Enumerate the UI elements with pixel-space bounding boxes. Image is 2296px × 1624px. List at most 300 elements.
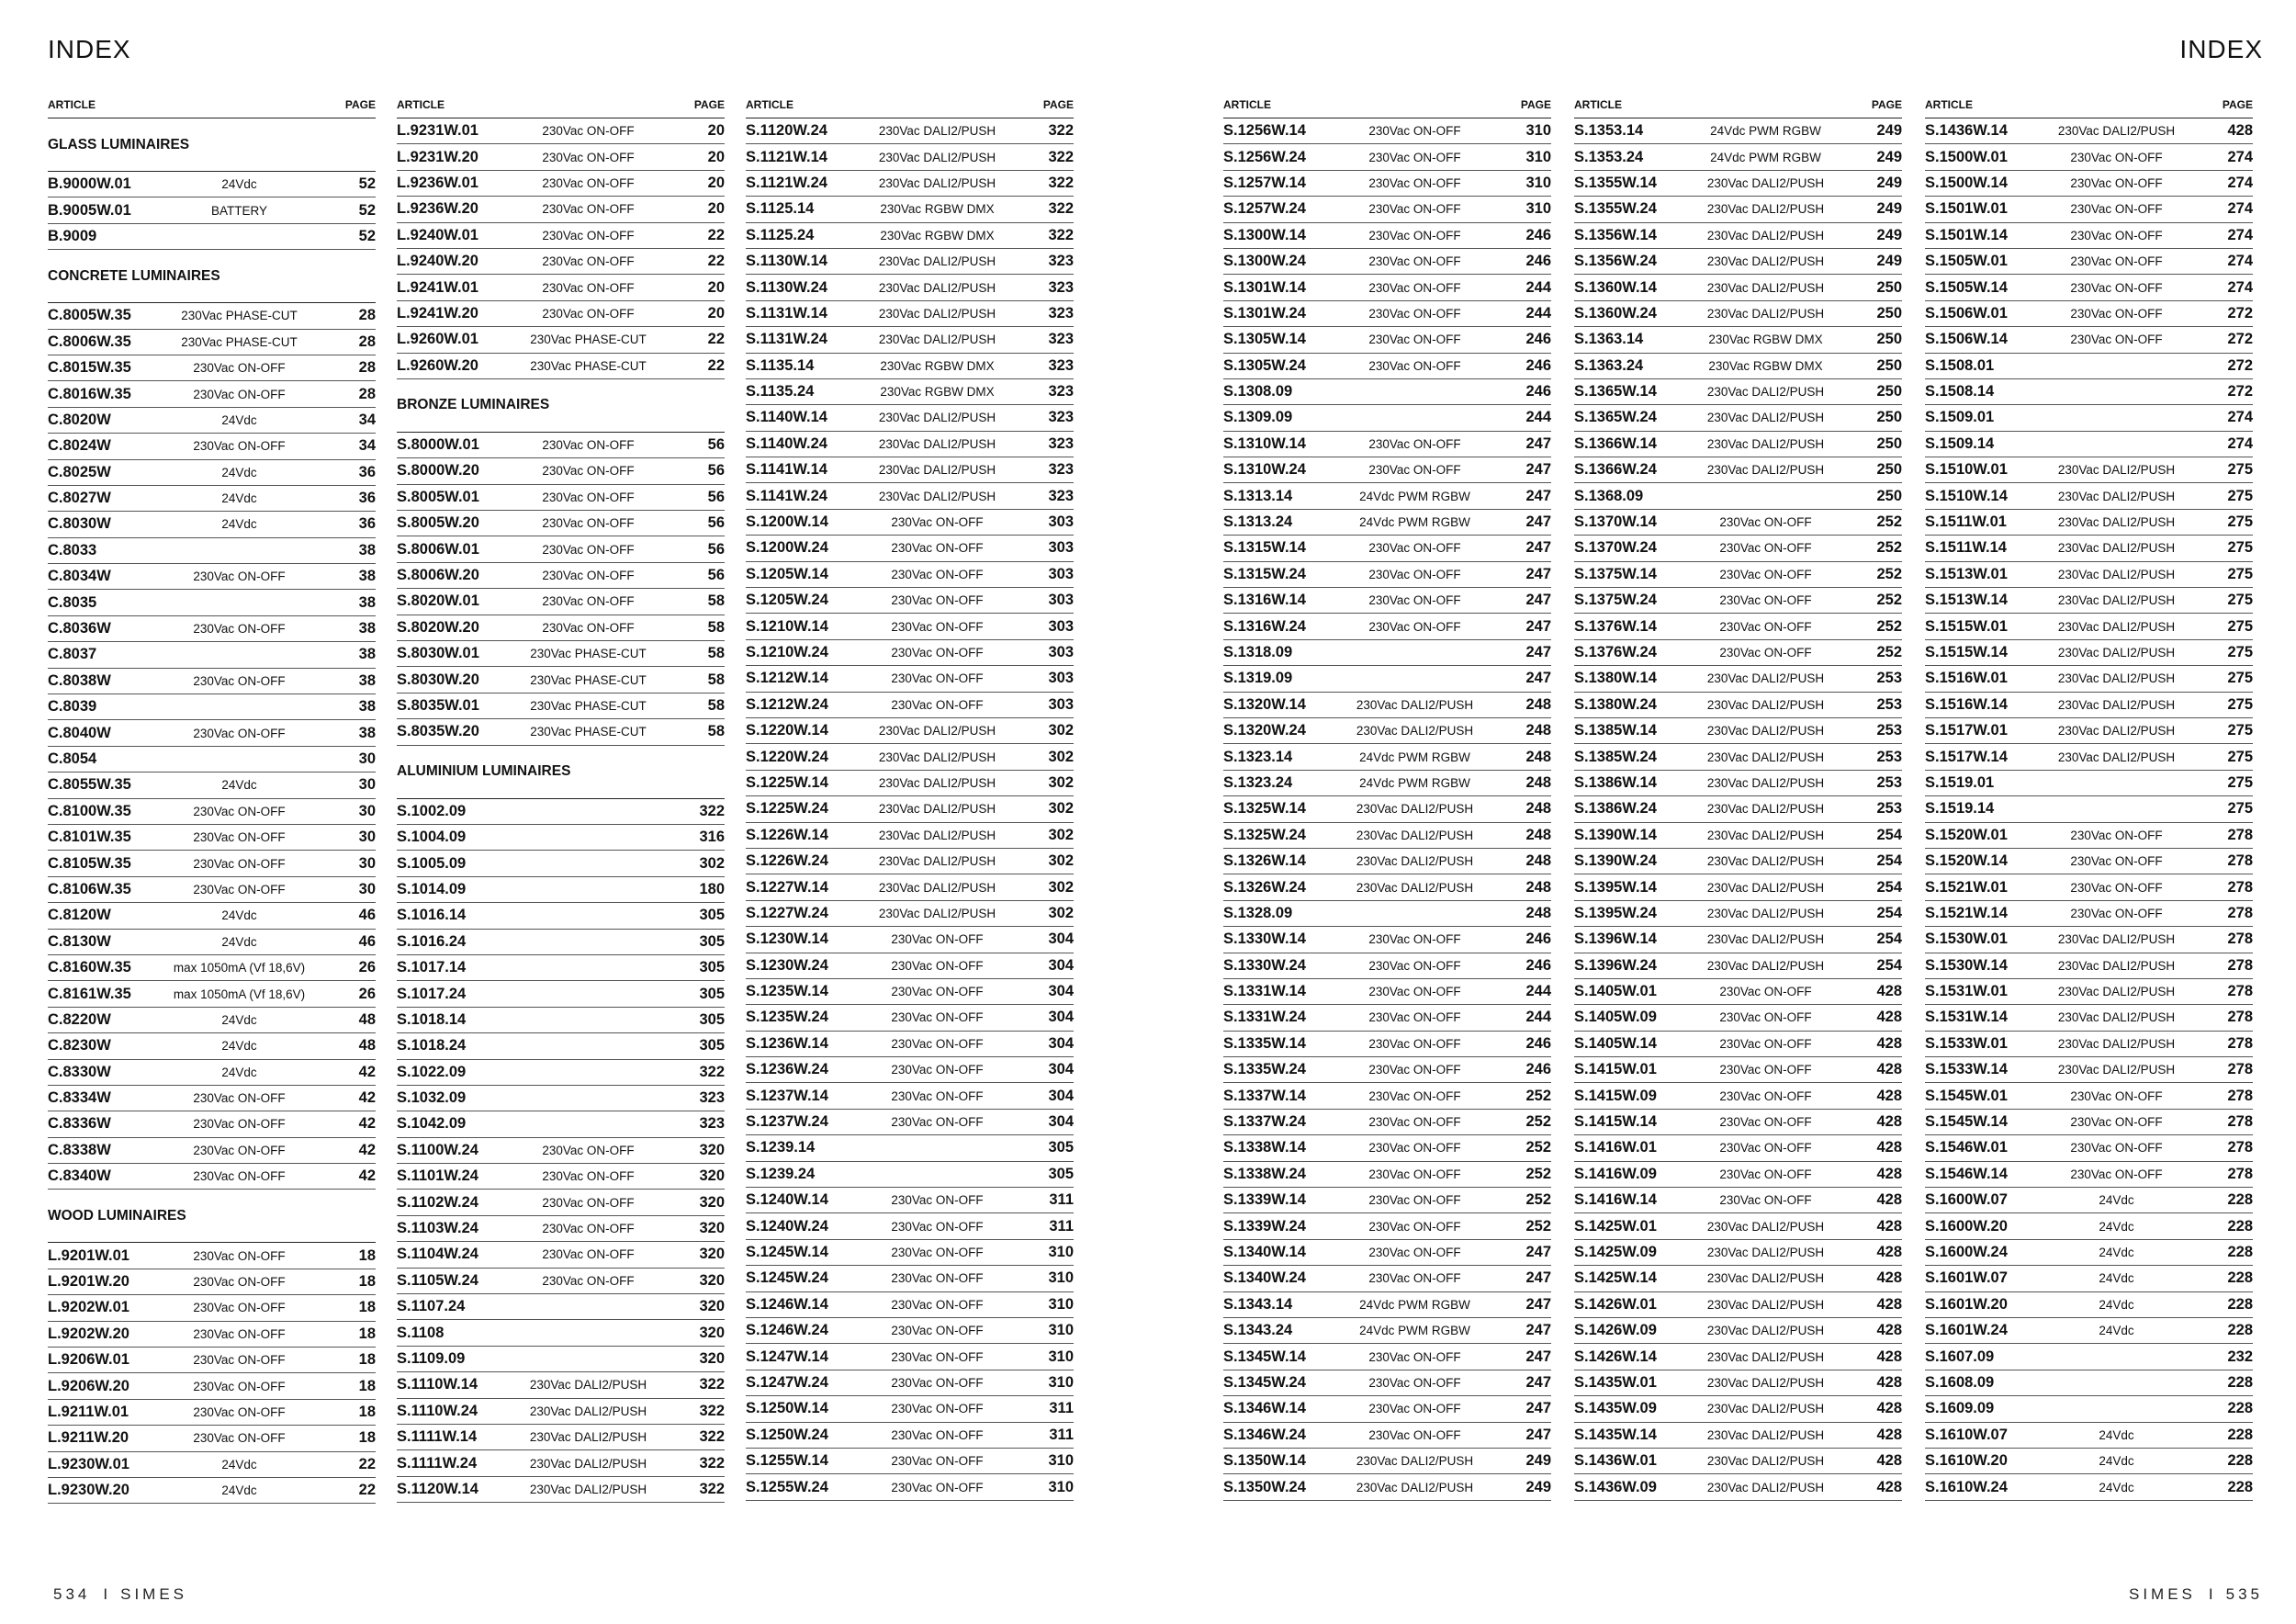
power-spec: 230Vac DALI2/PUSH — [1706, 828, 1825, 842]
table-row — [1925, 901, 2253, 927]
power-spec: 230Vac DALI2/PUSH — [2057, 619, 2176, 634]
table-row — [1925, 510, 2253, 536]
page-ref: 42 — [358, 1141, 376, 1158]
table-row — [1223, 927, 1551, 953]
power-spec: 230Vac ON-OFF — [1368, 333, 1461, 347]
page-ref: 247 — [1525, 487, 1551, 504]
article-code: L.9202W.20 — [48, 1325, 129, 1342]
table-row — [1574, 1474, 1902, 1500]
power-spec: 230Vac DALI2/PUSH — [1706, 1480, 1825, 1494]
page-ref: 228 — [2227, 1243, 2253, 1260]
page-ref: 275 — [2227, 539, 2253, 557]
power-spec: 230Vac DALI2/PUSH — [1706, 175, 1825, 190]
page-ref: 311 — [1049, 1400, 1074, 1417]
table-row — [48, 851, 376, 876]
table-row — [1925, 275, 2253, 300]
page-ref: 320 — [699, 1324, 725, 1341]
article-code: S.1435W.14 — [1574, 1426, 1657, 1443]
table-row — [1925, 979, 2253, 1005]
article-code: C.8101W.35 — [48, 829, 131, 846]
article-code: L.9241W.01 — [397, 278, 478, 296]
table-row — [1574, 223, 1902, 249]
table-row — [746, 771, 1074, 796]
table-row — [1925, 796, 2253, 822]
page-ref: 278 — [2227, 930, 2253, 948]
power-spec: 230Vac ON-OFF — [2070, 306, 2163, 321]
article-code: S.1250W.24 — [746, 1426, 828, 1443]
power-spec: 230Vac ON-OFF — [2070, 150, 2163, 164]
article-code: S.1353.24 — [1574, 148, 1644, 165]
page-ref: 249 — [1525, 1452, 1551, 1470]
page-ref: 247 — [1525, 1269, 1551, 1287]
page-ref: 250 — [1876, 434, 1902, 452]
article-code: S.1256W.14 — [1223, 122, 1306, 140]
table-row — [1223, 693, 1551, 718]
power-spec: 230Vac DALI2/PUSH — [878, 802, 996, 817]
page-ref: 246 — [1525, 383, 1551, 400]
power-spec: 230Vac ON-OFF — [2070, 854, 2163, 869]
page-header: PAGE — [1871, 98, 1902, 111]
table-row — [48, 1243, 376, 1269]
article-code: S.1335W.24 — [1223, 1061, 1306, 1078]
table-row — [397, 903, 725, 929]
table-row — [1574, 1292, 1902, 1318]
power-spec: 230Vac ON-OFF — [1719, 1115, 1812, 1130]
article-code: L.9241W.20 — [397, 304, 478, 321]
article-code: S.1425W.01 — [1574, 1217, 1657, 1235]
power-spec: 230Vac DALI2/PUSH — [878, 724, 996, 739]
page-ref: 254 — [1876, 826, 1902, 843]
page-ref: 30 — [358, 854, 376, 872]
table-row — [1223, 953, 1551, 979]
article-header: ARTICLE — [1223, 98, 1271, 111]
page-ref: 310 — [1525, 122, 1551, 140]
table-row — [1223, 1005, 1551, 1031]
article-code: S.1042.09 — [397, 1115, 467, 1133]
page-ref: 305 — [699, 1037, 725, 1054]
page-ref: 304 — [1048, 1113, 1074, 1131]
article-code: S.1505W.14 — [1925, 278, 2008, 296]
power-spec: 230Vac DALI2/PUSH — [529, 1456, 647, 1471]
page-ref: 274 — [2227, 200, 2253, 218]
power-spec: 24Vdc — [221, 517, 257, 532]
article-code: L.9240W.20 — [397, 253, 478, 270]
page-ref: 322 — [699, 1063, 725, 1080]
article-code: S.1530W.01 — [1925, 930, 2008, 948]
table-row — [746, 223, 1074, 249]
table-row — [48, 1111, 376, 1137]
power-spec: 230Vac ON-OFF — [542, 254, 635, 269]
article-code: L.9231W.20 — [397, 148, 478, 165]
article-code: S.1385W.14 — [1574, 722, 1657, 739]
table-row — [397, 799, 725, 825]
article-code: S.1319.09 — [1223, 670, 1293, 687]
power-spec: 230Vac DALI2/PUSH — [1706, 1375, 1825, 1390]
power-spec: 230Vac ON-OFF — [891, 1349, 984, 1364]
page-ref: 323 — [699, 1115, 725, 1133]
article-code: S.1339W.24 — [1223, 1217, 1306, 1235]
page-ref: 248 — [1525, 800, 1551, 818]
page-ref: 18 — [358, 1246, 376, 1264]
power-spec: 230Vac DALI2/PUSH — [2057, 750, 2176, 764]
page-ref: 275 — [2227, 722, 2253, 739]
table-row — [1223, 744, 1551, 770]
article-code: S.1501W.01 — [1925, 200, 2008, 218]
article-code: S.1121W.14 — [746, 148, 827, 165]
power-spec: 230Vac ON-OFF — [1368, 593, 1461, 608]
article-code: S.1257W.24 — [1223, 200, 1306, 218]
page-ref: 249 — [1876, 122, 1902, 140]
page-ref: 20 — [707, 278, 725, 296]
column-header — [746, 92, 1074, 118]
page-ref: 38 — [358, 646, 376, 663]
power-spec: 24Vdc — [2099, 1245, 2134, 1259]
page-ref: 246 — [1525, 253, 1551, 270]
power-spec: 230Vac DALI2/PUSH — [1706, 671, 1825, 686]
power-spec: 230Vac DALI2/PUSH — [878, 463, 996, 478]
page-ref: 304 — [1048, 1034, 1074, 1052]
article-code: S.1236W.24 — [746, 1061, 828, 1078]
table-row — [397, 563, 725, 589]
article-code: S.1200W.24 — [746, 539, 828, 557]
page-ref: 20 — [707, 304, 725, 321]
power-spec: 230Vac ON-OFF — [193, 1301, 286, 1315]
page-ref: 275 — [2227, 695, 2253, 713]
article-code: S.1016.14 — [397, 907, 467, 924]
page-ref: 302 — [1048, 773, 1074, 791]
table-row — [1223, 1110, 1551, 1135]
table-row — [746, 510, 1074, 536]
article-code: S.1546W.01 — [1925, 1139, 2008, 1156]
page-ref: 247 — [1525, 539, 1551, 557]
table-row — [1925, 849, 2253, 874]
page-ref: 28 — [358, 333, 376, 350]
table-row — [397, 275, 725, 300]
table-row — [397, 1450, 725, 1476]
table-row — [48, 330, 376, 355]
page-ref: 303 — [1048, 539, 1074, 557]
page-ref: 305 — [699, 907, 725, 924]
power-spec: 230Vac ON-OFF — [193, 804, 286, 818]
section-heading: BRONZE LUMINAIRES — [397, 379, 725, 433]
table-row — [397, 719, 725, 745]
page-ref: 228 — [2227, 1269, 2253, 1287]
page-ref: 428 — [1876, 1348, 1902, 1365]
article-code: S.1396W.14 — [1574, 930, 1657, 948]
table-row — [1223, 1292, 1551, 1318]
article-code: S.1104W.24 — [397, 1246, 478, 1263]
page-ref: 18 — [358, 1299, 376, 1316]
article-code: S.1416W.01 — [1574, 1139, 1657, 1156]
article-code: S.1103W.24 — [397, 1220, 478, 1237]
table-row — [1925, 1110, 2253, 1135]
article-code: S.1246W.24 — [746, 1322, 828, 1339]
page-ref: 305 — [699, 985, 725, 1002]
index-column-1 — [48, 92, 376, 1504]
article-code: S.1002.09 — [397, 802, 467, 819]
page-ref: 247 — [1525, 1243, 1551, 1260]
table-row — [746, 483, 1074, 509]
table-row — [48, 825, 376, 851]
table-row — [1223, 1083, 1551, 1109]
article-code: S.1405W.09 — [1574, 1009, 1657, 1026]
table-row — [397, 1320, 725, 1346]
table-row — [1223, 118, 1551, 144]
table-row — [1223, 666, 1551, 692]
article-code: S.1337W.14 — [1223, 1087, 1306, 1104]
page-ref: 30 — [358, 802, 376, 819]
page-ref: 322 — [1048, 148, 1074, 165]
article-code: S.1390W.24 — [1574, 852, 1657, 870]
power-spec: 24Vdc PWM RGBW — [1359, 1297, 1470, 1312]
power-spec: 230Vac DALI2/PUSH — [1706, 385, 1825, 400]
page-ref: 320 — [699, 1349, 725, 1367]
page-ref: 246 — [1525, 1061, 1551, 1078]
article-code: S.1135.14 — [746, 356, 815, 374]
table-row — [1925, 1318, 2253, 1344]
article-code: S.1316W.14 — [1223, 592, 1306, 609]
article-code: S.1436W.09 — [1574, 1478, 1657, 1495]
article-code: S.1435W.01 — [1574, 1373, 1657, 1391]
article-code: S.1521W.14 — [1925, 904, 2008, 921]
article-code: C.8161W.35 — [48, 985, 131, 1002]
page-ref: 56 — [707, 514, 725, 532]
table-row — [397, 667, 725, 693]
power-spec: 230Vac ON-OFF — [1368, 958, 1461, 973]
page-ref: 254 — [1876, 904, 1902, 921]
power-spec: 230Vac DALI2/PUSH — [1356, 880, 1474, 895]
article-code: S.1105W.24 — [397, 1271, 478, 1289]
page-ref: 30 — [358, 750, 376, 767]
table-row — [746, 1292, 1074, 1318]
page-ref: 18 — [358, 1351, 376, 1369]
article-code: S.1246W.14 — [746, 1295, 828, 1313]
table-row — [746, 666, 1074, 692]
table-row — [746, 1057, 1074, 1083]
table-row — [1925, 614, 2253, 639]
power-spec: 230Vac ON-OFF — [542, 542, 635, 557]
page-ref: 428 — [1876, 1087, 1902, 1104]
table-row — [1223, 249, 1551, 275]
article-code: C.8020W — [48, 411, 111, 428]
table-row — [1574, 118, 1902, 144]
article-code: S.1017.14 — [397, 959, 467, 976]
article-code: S.1405W.01 — [1574, 983, 1657, 1000]
article-code: S.1545W.14 — [1925, 1113, 2008, 1131]
power-spec: 230Vac ON-OFF — [542, 490, 635, 504]
table-row — [48, 799, 376, 825]
power-spec: 230Vac PHASE-CUT — [530, 358, 647, 373]
power-spec: 24Vdc PWM RGBW — [1710, 124, 1821, 139]
article-code: C.8027W — [48, 490, 111, 507]
page-ref: 274 — [2227, 253, 2253, 270]
article-code: S.1310W.24 — [1223, 461, 1306, 479]
table-row — [1574, 874, 1902, 900]
page-ref: 254 — [1876, 878, 1902, 896]
article-code: S.1350W.14 — [1223, 1452, 1306, 1470]
power-spec: 230Vac DALI2/PUSH — [878, 854, 996, 869]
article-code: S.1235W.14 — [746, 983, 828, 1000]
article-code: S.1323.24 — [1223, 773, 1293, 791]
table-row — [397, 118, 725, 144]
table-row — [397, 1242, 725, 1268]
article-code: S.1239.14 — [746, 1139, 816, 1156]
power-spec: 230Vac ON-OFF — [1719, 567, 1812, 581]
table-row — [397, 641, 725, 667]
article-code: S.1356W.14 — [1574, 226, 1657, 243]
page-ref: 28 — [358, 307, 376, 324]
power-spec: 230Vac DALI2/PUSH — [2057, 124, 2176, 139]
article-code: L.9230W.01 — [48, 1455, 129, 1472]
article-code: S.1343.14 — [1223, 1295, 1293, 1313]
table-row — [1574, 1370, 1902, 1396]
table-row — [1925, 874, 2253, 900]
page-ref: 275 — [2227, 617, 2253, 635]
article-code: S.8035W.20 — [397, 723, 479, 740]
power-spec: 230Vac ON-OFF — [2070, 175, 2163, 190]
power-spec: 230Vac ON-OFF — [891, 1427, 984, 1442]
table-row — [48, 1400, 376, 1426]
power-spec: BATTERY — [210, 203, 267, 218]
power-spec: 230Vac DALI2/PUSH — [1706, 280, 1825, 295]
power-spec: 230Vac ON-OFF — [542, 569, 635, 583]
page-ref: 228 — [2227, 1478, 2253, 1495]
power-spec: 230Vac ON-OFF — [2070, 906, 2163, 920]
table-row — [397, 485, 725, 511]
power-spec: 230Vac DALI2/PUSH — [878, 489, 996, 503]
power-spec: 230Vac PHASE-CUT — [530, 647, 647, 661]
power-spec: 230Vac ON-OFF — [2070, 202, 2163, 217]
page-ref: 320 — [699, 1220, 725, 1237]
article-code: C.8040W — [48, 724, 111, 741]
table-row — [746, 901, 1074, 927]
power-spec: 230Vac ON-OFF — [1368, 436, 1461, 451]
article-code: S.1501W.14 — [1925, 226, 2008, 243]
power-spec: 230Vac ON-OFF — [891, 671, 984, 686]
table-row — [48, 381, 376, 407]
power-spec: 230Vac DALI2/PUSH — [1706, 724, 1825, 739]
table-row — [746, 1213, 1074, 1239]
table-row — [1925, 432, 2253, 457]
article-code: S.1607.09 — [1925, 1348, 1995, 1365]
table-row — [1223, 1213, 1551, 1239]
power-spec: 230Vac DALI2/PUSH — [529, 1430, 647, 1445]
power-spec: 230Vac ON-OFF — [542, 620, 635, 635]
table-row — [746, 718, 1074, 744]
power-spec: 230Vac ON-OFF — [542, 124, 635, 139]
power-spec: 230Vac ON-OFF — [1368, 619, 1461, 634]
table-row — [746, 1474, 1074, 1500]
page-ref: 428 — [1876, 1191, 1902, 1209]
table-row — [1925, 457, 2253, 483]
page-ref: 303 — [1048, 565, 1074, 582]
article-code: S.1300W.24 — [1223, 253, 1306, 270]
power-spec: 230Vac DALI2/PUSH — [1706, 802, 1825, 817]
page-ref: 428 — [1876, 983, 1902, 1000]
power-spec: 230Vac DALI2/PUSH — [1706, 1454, 1825, 1469]
page-ref: 228 — [2227, 1295, 2253, 1313]
page-ref: 316 — [699, 829, 725, 846]
page-ref: 303 — [1048, 644, 1074, 660]
page-ref: 302 — [699, 854, 725, 872]
page-ref: 58 — [707, 645, 725, 662]
article-code: S.1516W.14 — [1925, 695, 2008, 713]
page-ref: 22 — [707, 356, 725, 374]
table-row — [1223, 1396, 1551, 1422]
page-header: PAGE — [2222, 98, 2253, 111]
brand-name: SIMES — [120, 1585, 188, 1603]
power-spec: 230Vac ON-OFF — [1368, 1141, 1461, 1156]
page-ref: 320 — [699, 1167, 725, 1185]
table-row — [1574, 1135, 1902, 1161]
page-ref: 247 — [1525, 592, 1551, 609]
power-spec: 230Vac ON-OFF — [1719, 1167, 1812, 1181]
power-spec: 230Vac DALI2/PUSH — [2057, 463, 2176, 478]
article-code: C.8106W.35 — [48, 880, 131, 897]
page-ref: 305 — [699, 932, 725, 950]
table-row — [746, 979, 1074, 1005]
table-row — [746, 1110, 1074, 1135]
power-spec: 230Vac DALI2/PUSH — [1706, 254, 1825, 269]
table-row — [1574, 1213, 1902, 1239]
article-code: S.1376W.14 — [1574, 617, 1657, 635]
page-ref: 248 — [1525, 773, 1551, 791]
article-code: S.1111W.24 — [397, 1454, 478, 1472]
table-row — [397, 981, 725, 1007]
page-ref: 428 — [1876, 1478, 1902, 1495]
power-spec: 230Vac ON-OFF — [891, 1402, 984, 1416]
page-ref: 322 — [699, 1480, 725, 1497]
table-row — [1925, 536, 2253, 561]
power-spec: 24Vdc PWM RGBW — [1359, 515, 1470, 530]
page-ref: 274 — [2227, 148, 2253, 165]
page-ref: 249 — [1876, 226, 1902, 243]
page-ref: 322 — [699, 802, 725, 819]
power-spec: 230Vac ON-OFF — [193, 1431, 286, 1446]
table-row — [1223, 536, 1551, 561]
article-code: S.8020W.01 — [397, 592, 479, 610]
article-code: S.1386W.14 — [1574, 773, 1657, 791]
page-ref: 310 — [1048, 1478, 1074, 1495]
page-ref: 56 — [707, 488, 725, 505]
article-code: S.8006W.01 — [397, 540, 479, 558]
article-code: S.1255W.14 — [746, 1452, 828, 1470]
page-ref: 428 — [1876, 1373, 1902, 1391]
page-ref: 322 — [699, 1428, 725, 1446]
page-ref: 18 — [358, 1273, 376, 1291]
power-spec: 24Vdc — [2099, 1271, 2134, 1286]
page-ref: 244 — [1525, 409, 1551, 426]
power-spec: 230Vac ON-OFF — [193, 1404, 286, 1419]
page-ref: 303 — [1048, 513, 1074, 531]
page-ref: 30 — [358, 829, 376, 846]
page-ref: 302 — [1048, 800, 1074, 818]
page-ref: 322 — [1048, 226, 1074, 243]
table-row — [1223, 562, 1551, 588]
article-code: C.8033 — [48, 541, 97, 558]
table-row — [397, 1033, 725, 1059]
power-spec: 230Vac ON-OFF — [891, 593, 984, 608]
page-ref: 252 — [1525, 1113, 1551, 1131]
article-code: S.1310W.14 — [1223, 434, 1306, 452]
power-spec: 230Vac PHASE-CUT — [530, 699, 647, 713]
power-spec: 230Vac ON-OFF — [193, 570, 286, 584]
article-code: S.1326W.14 — [1223, 852, 1306, 870]
table-row — [48, 1426, 376, 1451]
page-ref: 248 — [1525, 852, 1551, 870]
power-spec: 230Vac ON-OFF — [193, 1143, 286, 1157]
power-spec: 230Vac ON-OFF — [542, 1195, 635, 1210]
